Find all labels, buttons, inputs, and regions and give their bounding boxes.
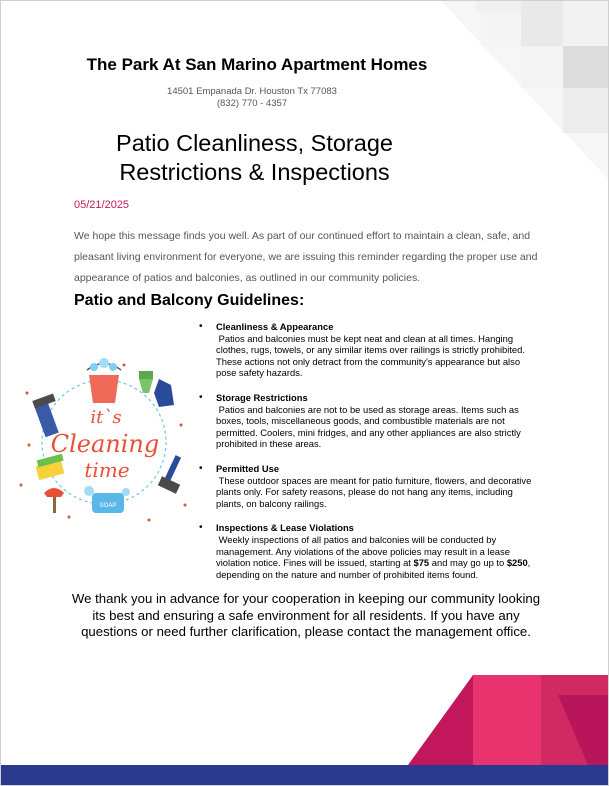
- corner-decoration: [408, 675, 608, 765]
- notice-date: 05/21/2025: [74, 199, 130, 211]
- cleaning-time-illustration: [9, 345, 199, 535]
- illustration-text-line-3: time: [84, 458, 130, 482]
- mop-icon: [158, 455, 181, 494]
- guideline-text: Patios and balconies must be kept neat and clean at all times. Hanging clothes, rugs, towels, or any similar items over railings is strictly prohibited. These actions not only detract from the community's appearance but also pose safety hazards.: [216, 332, 525, 379]
- document-title-line-2: Restrictions & Inspections: [119, 159, 390, 185]
- soap-label: SOAP: [99, 503, 117, 509]
- intro-paragraph: We hope this message finds you well. As part of our continued effort to maintain a clean, safe, and pleasant living environment for everyone, we are issuing this reminder regarding the proper use and appearance of patios and balconies, as outlined in our community policies.: [74, 230, 538, 284]
- document-title: [1, 129, 508, 187]
- property-phone: (832) 770 - 4357: [216, 98, 288, 109]
- guideline-item: [199, 321, 541, 379]
- guideline-text: Patios and balconies are not to be used as storage areas. Items such as boxes, tools, miscellaneous goods, and combustible materials are not permitted. Coolers, mini fridges, and any other appliances are also strictly prohibited in these areas.: [216, 403, 521, 450]
- property-contact: [1, 86, 503, 110]
- spray-bottle-icon: [139, 371, 153, 393]
- guideline-title: • Cleanliness & Appearance: [216, 321, 334, 332]
- guideline-item: [199, 392, 541, 450]
- closing-paragraph: We thank you in advance for your cooperation in keeping our community looking its best and ensuring a safe environment for all residents. If you have any questions or need further clarification, please contact the management office.: [71, 591, 541, 639]
- guideline-item: [199, 522, 541, 580]
- guideline-item: [199, 463, 541, 509]
- guideline-text: Weekly inspections of all patios and balconies will be conducted by management. Any violations of the above policies may result in a lease violation notice. Fines will be issued, starting at $75 and may go up to $250, depending on the nature and number of prohibited items found.: [216, 533, 531, 580]
- section-heading: Patio and Balcony Guidelines:: [74, 292, 305, 309]
- property-address: 14501 Empanada Dr. Houston Tx 77083: [167, 86, 337, 97]
- guideline-title: • Permitted Use: [216, 462, 280, 474]
- guideline-title: • Storage Restrictions: [216, 391, 308, 403]
- guideline-title: • Inspections & Lease Violations: [216, 522, 354, 534]
- plunger-icon: [44, 488, 64, 513]
- fine-minimum: $75: [413, 557, 430, 569]
- guidelines-list: [199, 321, 541, 593]
- fine-maximum: $250: [506, 557, 528, 569]
- footer-bar: [1, 765, 609, 785]
- guideline-text: These outdoor spaces are meant for patio furniture, flowers, and decorative plants only. For safety reasons, please do not hang any items, including plants, on balcony railings.: [216, 474, 532, 509]
- property-name: The Park At San Marino Apartment Homes: [86, 55, 428, 74]
- document-title-line-1: Patio Cleanliness, Storage: [116, 130, 393, 156]
- bucket-icon: [87, 358, 121, 403]
- blue-bottle-icon: [154, 379, 174, 407]
- soap-icon: [84, 486, 130, 513]
- illustration-text-line-1: it`s: [90, 407, 122, 428]
- illustration-text-line-2: Cleaning: [50, 430, 160, 458]
